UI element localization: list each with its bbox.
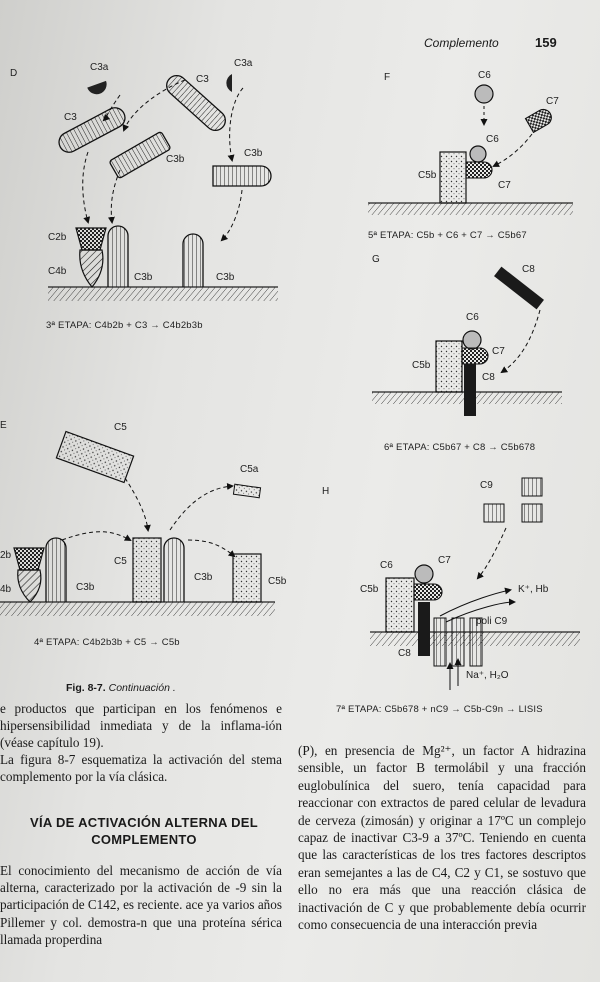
label-na-h2o: Na⁺, H₂O: [466, 670, 509, 681]
c3a-fragment: [87, 81, 109, 97]
section-heading: VÍA DE ACTIVACIÓN ALTERNA DEL COMPLEMENTO: [29, 815, 258, 847]
label-c3b: C3b: [134, 272, 153, 283]
label-c3: C3: [64, 112, 77, 123]
c5b-molecule: [436, 341, 462, 392]
label-c6: C6: [466, 312, 479, 323]
c3b-bound: [46, 538, 66, 602]
c7-molecule: [525, 107, 554, 133]
label-c2b: 2b: [0, 550, 12, 561]
label-c7: C7: [438, 555, 451, 566]
c2b-fragment: [14, 548, 44, 570]
panel-letter-f: F: [384, 72, 391, 83]
c8-bound: [418, 602, 430, 656]
label-c9: C9: [480, 480, 493, 491]
label-c3a: C3a: [90, 62, 109, 73]
panel-e: [0, 432, 275, 616]
c4b-fragment: [18, 570, 41, 602]
label-c7: C7: [492, 346, 505, 357]
panel-d: [48, 71, 278, 301]
label-c8: C8: [398, 648, 411, 659]
c6-molecule: [475, 85, 493, 103]
c3b-molecule: [213, 166, 271, 186]
label-k-hb: K⁺, Hb: [518, 584, 549, 595]
poly-c9-subunit: [434, 618, 446, 666]
c6-bound: [470, 146, 486, 162]
left-column-text: [0, 700, 282, 785]
label-c5b: C5b: [412, 360, 431, 371]
figure-caption-text: Continuación .: [108, 682, 176, 694]
c2b-fragment: [76, 228, 106, 250]
page-number: 159: [535, 35, 557, 50]
caption-step-6: 6ª ETAPA: C5b67 + C8 → C5b678: [384, 442, 536, 453]
c9-molecule: [522, 478, 542, 496]
label-c3b: C3b: [244, 148, 263, 159]
c3b-molecule: [109, 131, 171, 178]
panel-g: [372, 267, 562, 416]
label-c3a: C3a: [234, 58, 253, 69]
label-poli-c9: poli C9: [476, 616, 508, 627]
label-c5a: C5a: [240, 464, 259, 475]
label-c8: C8: [482, 372, 495, 383]
c8-molecule: [494, 267, 544, 310]
caption-step-4: 4ª ETAPA: C4b2b3b + C5 → C5b: [34, 637, 180, 648]
label-c3b: C3b: [166, 154, 185, 165]
c9-molecule: [484, 504, 504, 522]
label-c5b: C5b: [268, 576, 287, 587]
panel-f: [368, 85, 573, 215]
c5a-fragment: [233, 484, 260, 498]
caption-step-5: 5ª ETAPA: C5b + C6 + C7 → C5b67: [368, 230, 527, 241]
label-c6: C6: [380, 560, 393, 571]
label-c3: C3: [196, 74, 209, 85]
membrane: [0, 602, 275, 616]
label-c5b: C5b: [360, 584, 379, 595]
c6-bound: [415, 565, 433, 583]
label-c7: C7: [546, 96, 559, 107]
c5-molecule: [56, 432, 133, 483]
c5b-molecule: [440, 152, 466, 203]
caption-step-3: 3ª ETAPA: C4b2b + C3 → C4b2b3b: [46, 320, 203, 331]
label-c2b: C2b: [48, 232, 67, 243]
membrane: [48, 287, 278, 301]
label-c6: C6: [478, 70, 491, 81]
right-column-text: [298, 742, 586, 933]
c4b-fragment: [80, 250, 103, 287]
label-c3b: C3b: [216, 272, 235, 283]
running-header-title: Complemento: [424, 36, 499, 50]
c3a-fragment: [226, 74, 232, 92]
label-c6: C6: [486, 134, 499, 145]
c3b-bound: [164, 538, 184, 602]
c3b-bound: [108, 226, 128, 287]
poly-c9-subunit: [452, 618, 464, 666]
c8-bound: [464, 364, 476, 416]
c7-bound: [466, 162, 492, 178]
c6-bound: [463, 331, 481, 349]
label-c3b: C3b: [194, 572, 213, 583]
label-c5b: C5b: [418, 170, 437, 181]
panel-letter-e: E: [0, 420, 7, 431]
caption-step-7: 7ª ETAPA: C5b678 + nC9 → C5b-C9n → LISIS: [336, 704, 543, 715]
paragraph: (P), en presencia de Mg²⁺, un factor A hidrazina sensible, un factor B termolábil y una fracción euglobulínica del suero, tenía capacidad para reaccionar con extractos de pared celular de levadura de cerveza (zimosán) y originar a 17ºC un complejo capaz de inactivar C3-9 a 37ºC. Teniendo en cuenta que las características de los tres factores descriptos eran semejantes a las de C4, C2 y C1, se sostuvo que ello no era más que una reacción clásica de inactivación de C y que probablemente debía ocurrir como consecuencia de una interacción previa: [298, 743, 586, 933]
label-c7: C7: [498, 180, 511, 191]
label-c5: C5: [114, 422, 127, 433]
panel-letter-g: G: [372, 254, 380, 265]
label-c4b: C4b: [48, 266, 67, 277]
left-column-text-2: [0, 862, 282, 948]
c5b-molecule: [386, 578, 414, 632]
paragraph: El conocimiento del mecanismo de acción de vía alterna, caracterizado por la activación de -9 sin la participación de C142, es reciente. ace ya varios años Pillemer y col. demostra-n que una proteína sérica llamada properdina: [0, 863, 282, 947]
figure-caption: [66, 682, 176, 694]
c9-molecule: [522, 504, 542, 522]
figure-number: Fig. 8-7.: [66, 682, 106, 694]
panel-letter-h: H: [322, 486, 330, 497]
c3b-bound: [183, 234, 203, 287]
label-c3b: C3b: [76, 582, 95, 593]
label-c8: C8: [522, 264, 535, 275]
label-c4b: 4b: [0, 584, 12, 595]
c7-bound: [414, 584, 442, 600]
c5-bound: [133, 538, 161, 602]
paragraph: e productos que participan en los fenómenos e hipersensibilidad inmediata y de la inflama-ión (véase capítulo 19).: [0, 701, 282, 750]
c5b-molecule: [233, 554, 261, 602]
panel-letter-d: D: [10, 68, 18, 79]
c7-bound: [462, 348, 488, 364]
label-c5: C5: [114, 556, 127, 567]
membrane: [368, 203, 573, 215]
paragraph: La figura 8-7 esquematiza la activación del stema complemento por la vía clásica.: [0, 752, 282, 784]
